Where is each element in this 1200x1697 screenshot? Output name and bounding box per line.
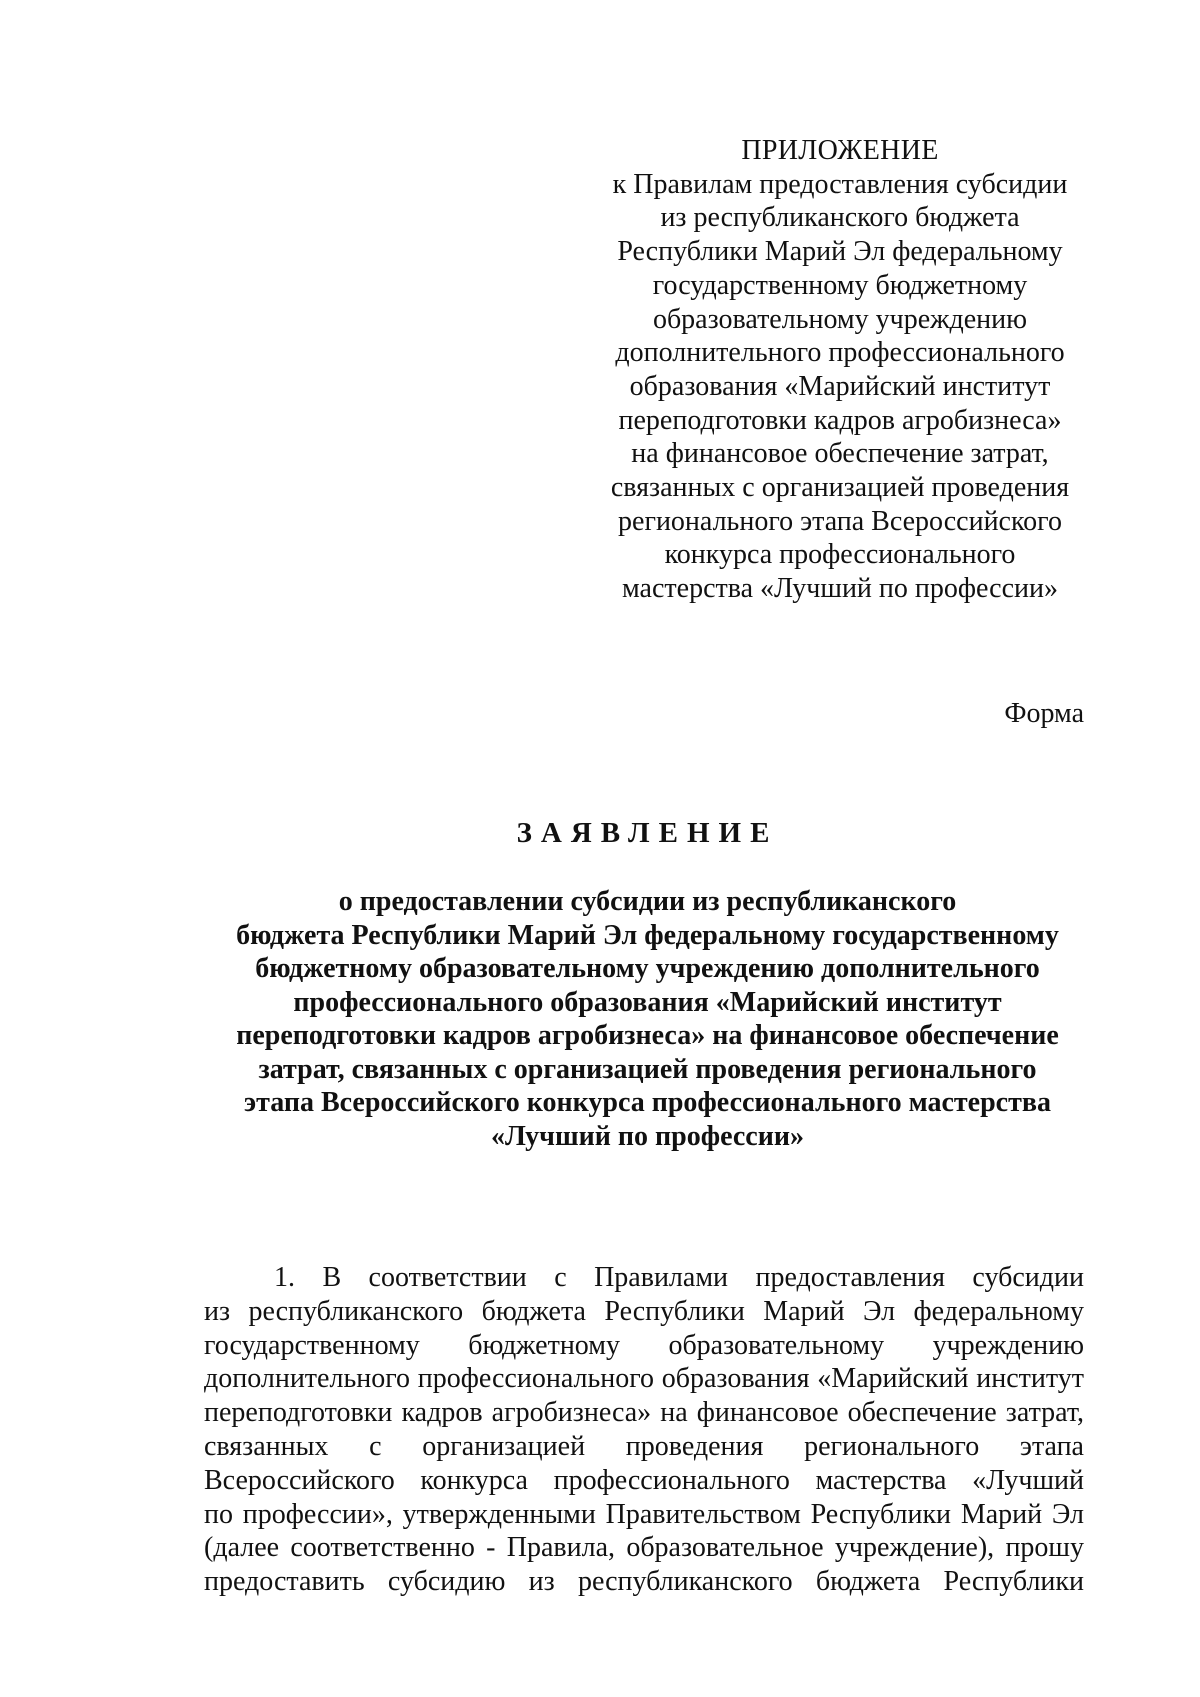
body-line: Всероссийского конкурса профессионального мастерства «Лучший [204, 1464, 1084, 1496]
appendix-line: на финансовое обеспечение затрат, [631, 438, 1049, 470]
appendix-line: связанных с организацией проведения [610, 472, 1070, 504]
appendix-line: конкурса профессионального [664, 539, 1016, 571]
subtitle-line: переподготовки кадров агробизнеса» на финансовое обеспечение [236, 1020, 1059, 1051]
body-line: предоставить субсидию из республиканского бюджета Республики [204, 1566, 1084, 1598]
appendix-line: переподготовки кадров агробизнеса» [618, 404, 1062, 436]
body-line: государственному бюджетному образовательному учреждению [204, 1329, 1084, 1361]
subtitle-line: профессионального образования «Марийский институт [293, 986, 1002, 1018]
body-line: (далее соответственно - Правила, образовательное учреждение), прошу [204, 1532, 1084, 1564]
appendix-block [600, 134, 1080, 606]
appendix-line: мастерства «Лучший по профессии» [622, 573, 1058, 605]
body-line: из республиканского бюджета Республики Марий Эл федеральному [204, 1295, 1084, 1327]
appendix-line: из республиканского бюджета [660, 202, 1020, 234]
appendix-title: ПРИЛОЖЕНИЕ [741, 135, 939, 166]
subtitle-line: «Лучший по профессии» [491, 1120, 804, 1152]
subtitle-line: затрат, связанных с организацией проведения регионального [258, 1053, 1037, 1085]
subtitle-line: бюджета Республики Марий Эл федеральному государственному [236, 919, 1059, 951]
body-line: переподготовки кадров агробизнеса» на финансовое обеспечение затрат, [204, 1397, 1084, 1429]
appendix-line: регионального этапа Всероссийского [618, 505, 1062, 537]
appendix-line: дополнительного профессионального [615, 337, 1065, 369]
appendix-line: образования «Марийский институт [629, 370, 1051, 402]
form-label: Форма [1004, 698, 1084, 729]
statement-subtitle [200, 885, 1095, 1153]
appendix-line: государственному бюджетному [652, 269, 1028, 301]
body-line: 1. В соответствии с Правилами предоставления субсидии [274, 1262, 1084, 1293]
body-line: по профессии», утвержденными Правительством Республики Марий Эл [204, 1498, 1084, 1530]
subtitle-line: этапа Всероссийского конкурса профессионального мастерства [244, 1087, 1051, 1118]
appendix-line: Республики Марий Эл федеральному [617, 236, 1063, 268]
body-line: связанных с организацией проведения регионального этапа [204, 1430, 1084, 1462]
statement-heading: ЗАЯВЛЕНИЕ [516, 817, 779, 849]
body-paragraph [204, 1261, 1084, 1599]
subtitle-line: бюджетному образовательному учреждению дополнительного [255, 953, 1040, 984]
appendix-line: к Правилам предоставления субсидии [612, 168, 1068, 200]
appendix-line: образовательному учреждению [652, 303, 1028, 335]
body-line: дополнительного профессионального образования «Марийский институт [204, 1363, 1084, 1395]
subtitle-line: о предоставлении субсидии из республиканского [338, 886, 957, 917]
